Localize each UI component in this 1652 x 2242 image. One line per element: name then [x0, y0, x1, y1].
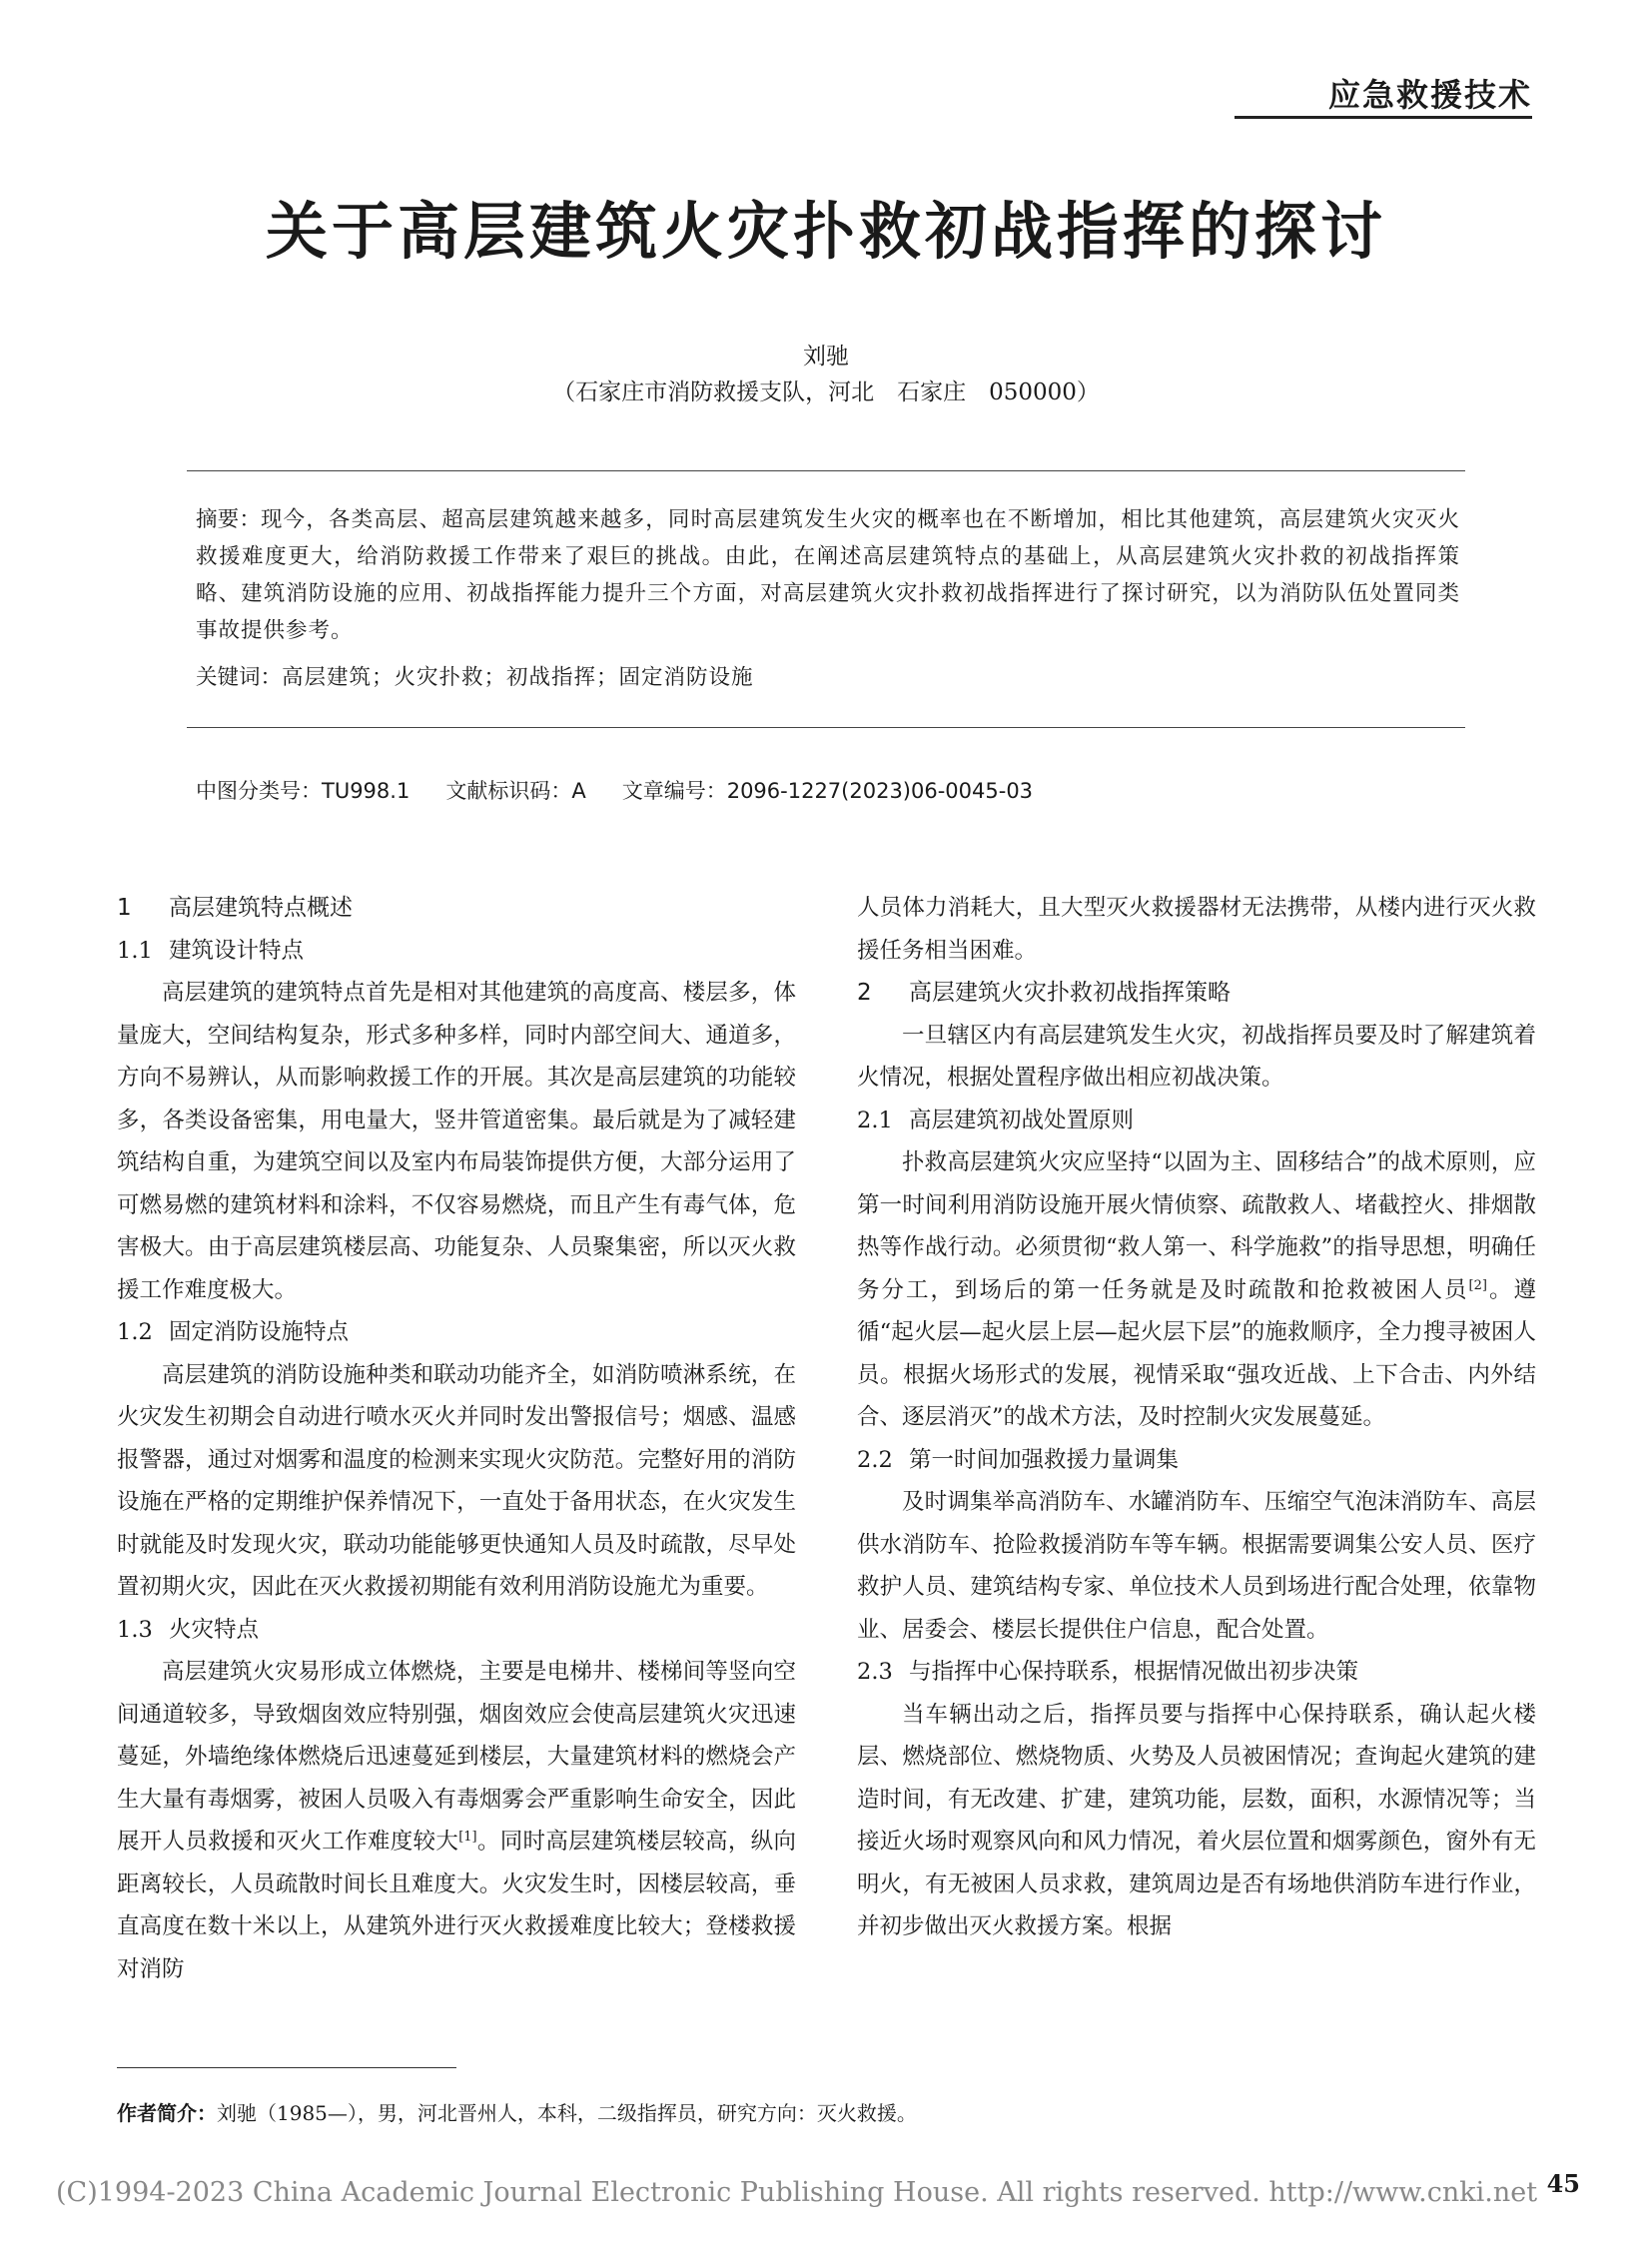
paragraph-continued: 人员体力消耗大，且大型灭火救援器材无法携带，从楼内进行灭火救援任务相当困难。 [857, 895, 1536, 964]
author-name: 刘驰 [803, 344, 849, 370]
paragraph: 高层建筑的建筑特点首先是相对其他建筑的高度高、楼层多，体量庞大，空间结构复杂，形式多种多样，同时内部空间大、通道多，方向不易辨认，从而影响救援工作的开展。其次是高层建筑的功能较多，各类设备密集，用电量大，竖井管道密集。最后就是为了减轻建筑结构自重，为建筑空间以及室内布局装饰提供方便，大部分运用了可燃易燃的建筑材料和涂料，不仅容易燃烧，而且产生有毒气体，危害极大。由于高层建筑楼层高、功能复杂、人员聚集密，所以灭火救援工作难度极大。 [117, 980, 796, 1303]
citation-ref: [1] [458, 1830, 477, 1845]
paragraph: 高层建筑的消防设施种类和联动功能齐全，如消防喷淋系统，在火灾发生初期会自动进行喷水灭火并同时发出警报信号；烟感、温感报警器，通过对烟雾和温度的检测来实现火灾防范。完整好用的消防设施在严格的定期维护保养情况下，一直处于备用状态，在火灾发生时就能及时发现火灾，联动功能能够更快通知人员及时疏散，尽早处置初期火灾，因此在灭火救援初期能有效利用消防设施尤为重要。 [117, 1361, 796, 1600]
section-heading: 2 高层建筑火灾扑救初战指挥策略 [857, 980, 1231, 1006]
subsection-heading: 2.3 与指挥中心保持联系，根据情况做出初步决策 [857, 1659, 1359, 1685]
abstract [196, 501, 1460, 649]
copyright-watermark: (C)1994-2023 China Academic Journal Electronic Publishing House. All rights reserved. http://www.cnki.net [56, 2177, 1538, 2208]
body-column-left [117, 887, 796, 1990]
abstract-label: 摘要： [196, 507, 261, 532]
classification-line [196, 775, 1460, 805]
section-tag-rule [1235, 116, 1532, 119]
keywords [196, 659, 1460, 696]
citation-ref: [2] [1468, 1277, 1487, 1293]
author-bio-label: 作者简介： [117, 2101, 217, 2125]
section-tag: 应急救援技术 [1327, 76, 1532, 114]
subsection-heading: 1.3 火灾特点 [117, 1616, 260, 1643]
paragraph: 高层建筑火灾易形成立体燃烧，主要是电梯井、楼梯间等竖向空间通道较多，导致烟囱效应特别强，烟囱效应会使高层建筑火灾迅速蔓延，外墙绝缘体燃烧后迅速蔓延到楼层，大量建筑材料的燃烧会产生大量有毒烟雾，被困人员吸入有毒烟雾会严重影响生命安全，因此展开人员救援和灭火工作难度较大[1]。同时高层建筑楼层较高，纵向距离较长，人员疏散时间长且难度大。火灾发生时，因楼层较高，垂直高度在数十米以上，从建筑外进行灭火救援难度比较大；登楼救援对消防 [117, 1659, 796, 1982]
footnote-rule [117, 2067, 456, 2068]
paragraph: 当车辆出动之后，指挥员要与指挥中心保持联系，确认起火楼层、燃烧部位、燃烧物质、火势及人员被困情况；查询起火建筑的建造时间，有无改建、扩建，建筑功能，层数，面积，水源情况等；当接近火场时观察风向和风力情况，着火层位置和烟雾颜色，窗外有无明火，有无被困人员求救，建筑周边是否有场地供消防车进行作业，并初步做出灭火救援方案。根据 [857, 1701, 1536, 1939]
abstract-top-rule [187, 470, 1465, 471]
body-column-right [857, 887, 1536, 1948]
author-bio-text: 刘驰（1985—），男，河北晋州人，本科，二级指挥员，研究方向：灭火救援。 [217, 2101, 917, 2125]
abstract-text: 现今，各类高层、超高层建筑越来越多，同时高层建筑发生火灾的概率也在不断增加，相比其他建筑，高层建筑火灾灭火救援难度更大，给消防救援工作带来了艰巨的挑战。由此，在阐述高层建筑特点的基础上，从高层建筑火灾扑救的初战指挥策略、建筑消防设施的应用、初战指挥能力提升三个方面，对高层建筑火灾扑救初战指挥进行了探讨研究，以为消防队伍处置同类事故提供参考。 [196, 507, 1460, 643]
article-number-label: 文章编号： [621, 779, 727, 803]
paragraph: 扑救高层建筑火灾应坚持“以固为主、固移结合”的战术原则，应第一时间利用消防设施开展火情侦察、疏散救人、堵截控火、排烟散热等作战行动。必须贯彻“救人第一、科学施救”的指导思想，明确任务分工，到场后的第一任务就是及时疏散和抢救被困人员[2]。遵循“起火层—起火层上层—起火层下层”的施救顺序，全力搜寻被困人员。根据火场形式的发展，视情采取“强攻近战、上下合击、内外结合、逐层消灭”的战术方法，及时控制火灾发展蔓延。 [857, 1149, 1536, 1430]
author-bio-footnote [117, 2097, 917, 2126]
subsection-heading: 1.1 建筑设计特点 [117, 937, 305, 964]
clc-value: TU998.1 [322, 779, 411, 803]
article-title: 关于高层建筑火灾扑救初战指挥的探讨 [265, 195, 1386, 268]
section-heading: 1 高层建筑特点概述 [117, 895, 353, 921]
subsection-heading: 1.2 固定消防设施特点 [117, 1319, 350, 1345]
subsection-heading: 2.2 第一时间加强救援力量调集 [857, 1446, 1180, 1473]
clc-label: 中图分类号： [196, 779, 322, 803]
paragraph: 及时调集举高消防车、水罐消防车、压缩空气泡沫消防车、高层供水消防车、抢险救援消防车等车辆。根据需要调集公安人员、医疗救护人员、建筑结构专家、单位技术人员到场进行配合处理，依靠物业、居委会、楼层长提供住户信息，配合处置。 [857, 1489, 1536, 1643]
paragraph: 一旦辖区内有高层建筑发生火灾，初战指挥员要及时了解建筑着火情况，根据处置程序做出相应初战决策。 [857, 1022, 1536, 1091]
keywords-text: 高层建筑；火灾扑救；初战指挥；固定消防设施 [282, 665, 754, 690]
article-number-value: 2096-1227(2023)06-0045-03 [726, 779, 1034, 803]
doc-code-label: 文献标识码： [445, 779, 572, 803]
subsection-heading: 2.1 高层建筑初战处置原则 [857, 1107, 1135, 1133]
page-number: 45 [1546, 2169, 1580, 2198]
author-affiliation: （石家庄市消防救援支队，河北 石家庄 050000） [552, 379, 1100, 405]
abstract-bottom-rule [187, 727, 1465, 728]
doc-code-value: A [571, 779, 586, 803]
keywords-label: 关键词： [196, 665, 283, 690]
